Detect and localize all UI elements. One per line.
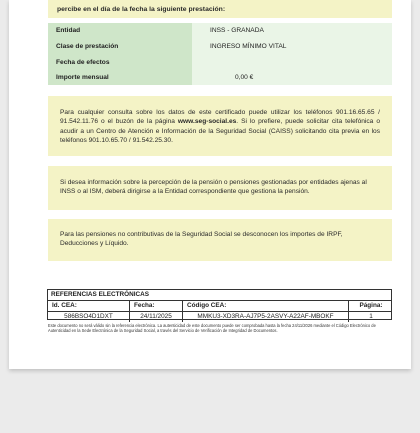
entity-value: INSS - GRANADA — [192, 23, 392, 38]
page-value: 1 — [369, 313, 373, 320]
page-header: Página: — [359, 302, 383, 309]
contact-notice-text-2: . Si lo prefiere, puede solicitar cita telefónica o acudir a un Centro de Atención e Información de la Seguridad Social (CAISS) solicitando cita previa en los teléfonos 901.10.65.70 / 91.542.25.30. — [60, 118, 380, 144]
date-header: Fecha: — [130, 301, 183, 311]
contact-notice — [48, 96, 392, 156]
effective-date-value — [192, 55, 392, 70]
benefit-class-value: INGRESO MÍNIMO VITAL — [192, 38, 392, 55]
cea-code-value: MMKU3-XD3RA-AJ7P5-2ASVY-A22AF-MBOKF — [183, 312, 349, 322]
cea-code-header: Código CEA: — [183, 301, 349, 311]
non-contributory-notice: Para las pensiones no contributivas de la Seguridad Social se desconocen los importes de IRPF, Deducciones y Líquido. — [48, 219, 392, 261]
references-title: REFERENCIAS ELECTRÓNICAS — [48, 290, 391, 301]
entity-label: Entidad — [48, 23, 192, 38]
contact-notice-text-1: Para cualquier consulta sobre los datos de este certificado puede utilizar los teléfonos 901.16.65.65 / 91.542.11.76 o el buzón de la página — [60, 109, 380, 126]
benefit-class-label: Clase de prestación — [48, 38, 192, 55]
benefit-table — [48, 23, 392, 85]
effective-date-label: Fecha de efectos — [48, 55, 192, 70]
cea-id-value: 586BSO4D1DXT — [48, 312, 130, 322]
validity-footnote: Este documento no será válido sin la referencia electrónica. La autenticidad de este documento puede ser comprobada hasta la fecha 24/11/2026 mediante el Código Electrónico de Autenticidad en la Sede Electrónica de la Seguridad Social, a través del Servicio de Verificación de Integridad de Documentos. — [48, 323, 376, 334]
seg-social-link[interactable]: www.seg-social.es — [177, 118, 237, 126]
monthly-amount-value: 0,00 € — [192, 70, 392, 85]
references-header-row — [48, 301, 391, 312]
electronic-references-table — [47, 289, 392, 320]
references-value-row — [48, 312, 391, 322]
other-entities-notice: Si desea información sobre la percepción de la pensión o pensiones gestionadas por entidades ajenas al INSS o al ISM, deberá dirigirse a la Entidad correspondiente que gestiona la pensión. — [48, 166, 392, 210]
monthly-amount-label: Importe mensual — [48, 70, 192, 85]
cea-id-header: Id. CEA: — [48, 301, 130, 311]
header-band: percibe en el día de la fecha la siguiente prestación: — [48, 0, 392, 18]
document-page — [9, 0, 411, 369]
date-value: 24/11/2025 — [130, 312, 183, 322]
